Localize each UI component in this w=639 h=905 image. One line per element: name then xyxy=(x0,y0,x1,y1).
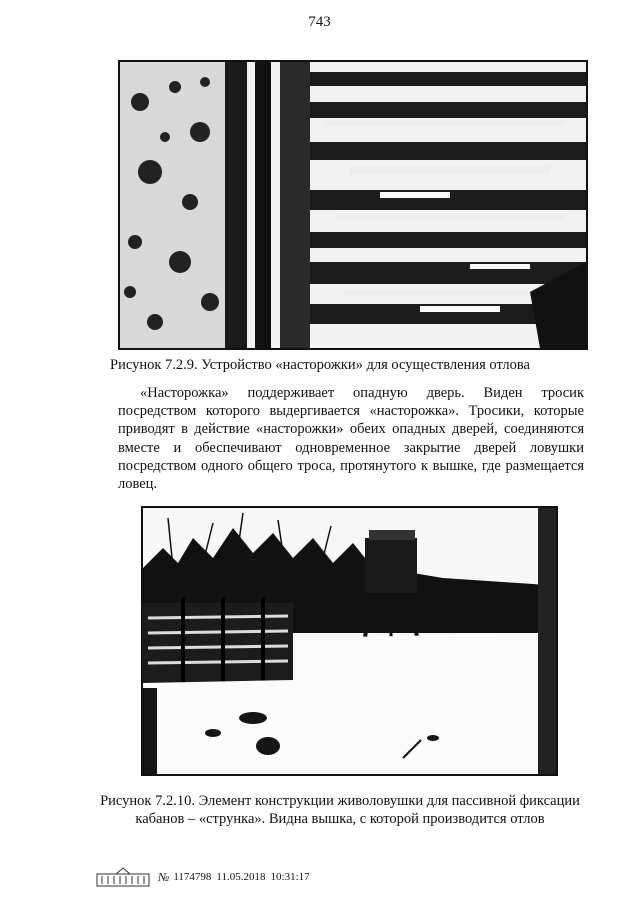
page-number: 743 xyxy=(308,14,331,30)
figure-7-2-10-caption-line2: кабанов – «струнка». Видна вышка, с которой производится отлов xyxy=(135,811,545,827)
watchtower-photo-image xyxy=(143,508,556,774)
figure-7-2-9-caption: Рисунок 7.2.9. Устройство «насторожки» для осуществления отлова xyxy=(110,357,530,373)
footer-date: 11.05.2018 xyxy=(216,871,266,883)
figure-7-2-10-photo xyxy=(141,506,558,776)
figure-7-2-10-caption xyxy=(60,792,620,828)
body-paragraph: «Насторожка» поддерживает опадную дверь. Виден тросик посредством которого выдергивается «насторожка». Тросики, которые приводят в действие «насторожки» обеих опадных дверей, соединяются вместе и обеспечивают одновременное закрытие дверей ловушки посредством одного общего троса, протянутого к вышке, где размещается ловец. xyxy=(118,385,584,493)
footer-stamp xyxy=(96,866,315,888)
footer-time: 10:31:17 xyxy=(270,871,310,883)
figure-7-2-10-caption-line1: Рисунок 7.2.10. Элемент конструкции живоловушки для пассивной фиксации xyxy=(100,793,580,809)
figure-7-2-9-photo xyxy=(118,60,588,350)
trap-trigger-photo-image xyxy=(120,62,586,348)
building-logo-icon xyxy=(96,866,150,888)
footer-doc-number: 1174798 xyxy=(173,871,212,883)
footer-number-sign: № xyxy=(158,869,170,884)
